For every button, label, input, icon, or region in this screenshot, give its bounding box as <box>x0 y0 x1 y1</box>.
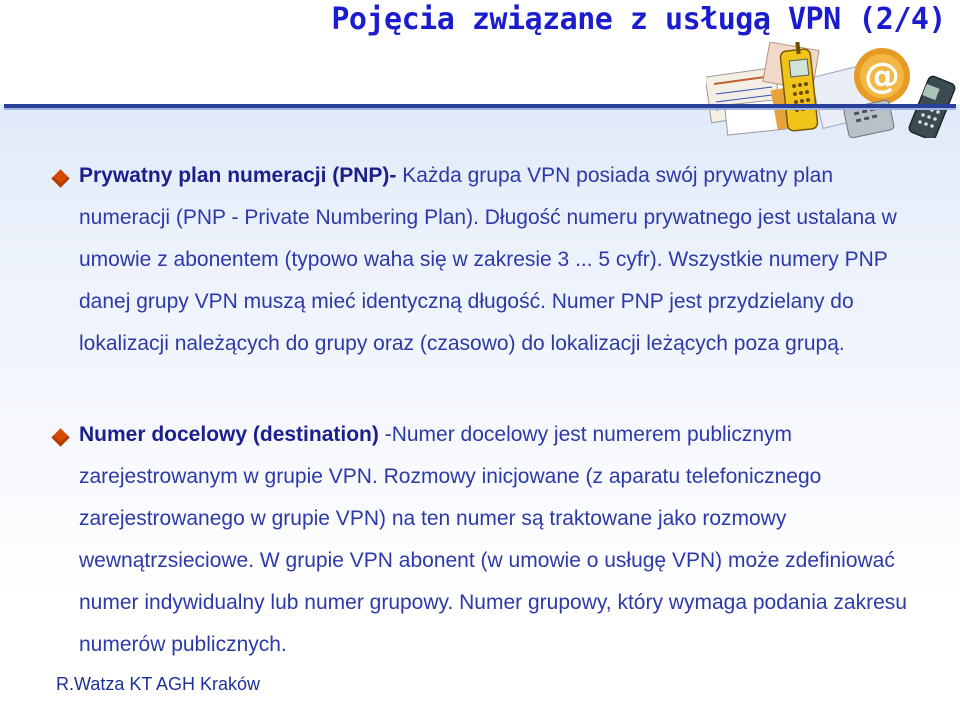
svg-text:@: @ <box>864 56 900 97</box>
slide-title: Pojęcia związane z usługą VPN (2/4) <box>331 2 946 37</box>
diamond-bullet-icon <box>51 169 69 187</box>
slide-footer: R.Watza KT AGH Kraków <box>56 674 261 694</box>
communication-collage <box>706 42 960 138</box>
title-divider-shadow <box>4 108 956 110</box>
bullet-destination-text: -Numer docelowy jest numerem publicznym zarejestrowanym w grupie VPN. Rozmowy inicjowane (z aparatu telefonicznego zarejestrowanego w grupie VPN) na ten numer są traktowane jako rozmowy wewnątrzsieciowe. W grupie VPN abonent (w umowie o usługę VPN) może zdefiniować numer indywidualny lub numer grupowy. Numer grupowy, który wymaga podania zakresu numerów publicznych. <box>79 423 907 656</box>
bullet-destination-lead: Numer docelowy (destination) <box>79 423 379 446</box>
diamond-bullet-icon <box>51 428 69 446</box>
bullet-destination <box>79 414 919 666</box>
bullet-pnp-text: Każda grupa VPN posiada swój prywatny plan numeracji (PNP - Private Numbering Plan). Długość numeru prywatnego jest ustalana w umowie z abonentem (typowo waha się w zakresie 3 ... 5 cyfr). Wszystkie numery PNP danej grupy VPN muszą mieć identyczną długość. Numer PNP jest przydzielany do lokalizacji należących do grupy oraz (czasowo) do lokalizacji leżących poza grupą. <box>79 164 897 355</box>
at-sign-icon <box>854 48 910 104</box>
bullet-pnp <box>79 155 919 365</box>
bullet-pnp-lead: Prywatny plan numeracji (PNP)- <box>79 164 403 187</box>
